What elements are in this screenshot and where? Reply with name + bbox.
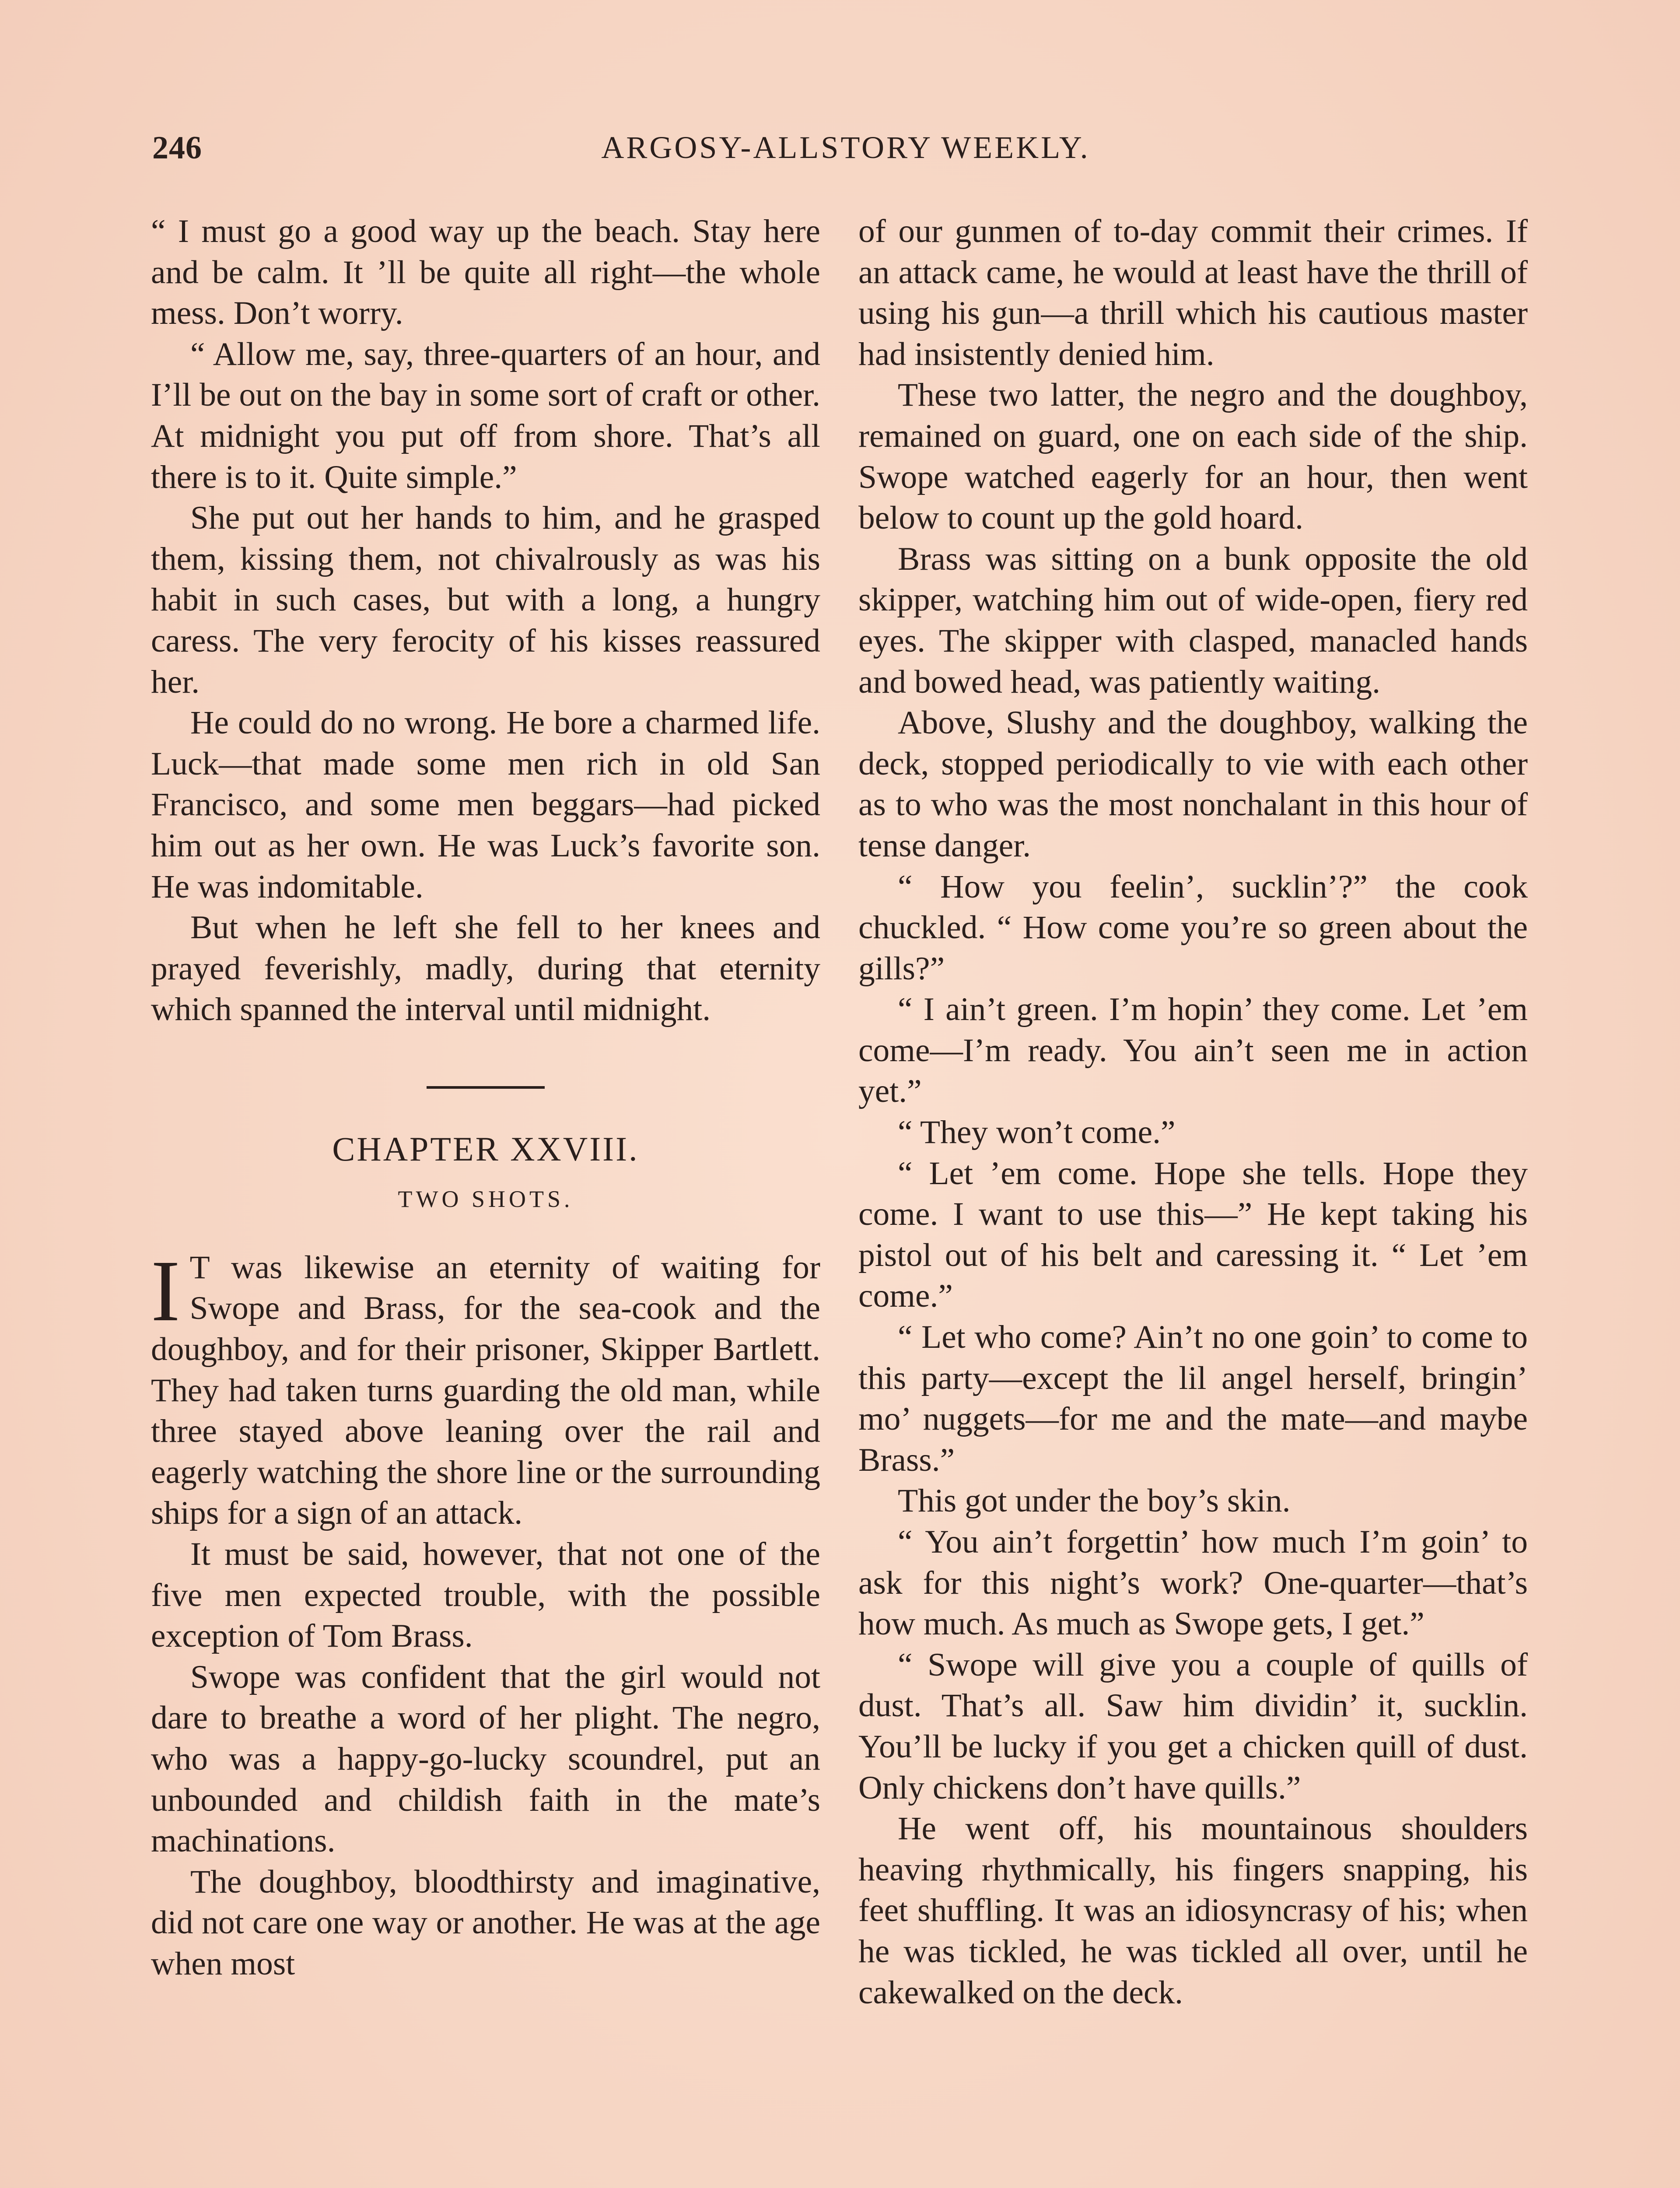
dialogue-paragraph: “ Let ’em come. Hope she tells. Hope they come. I want to use this—” He kept taking his pistol out of his belt and caressing it. “ Let ’em come.” xyxy=(858,1155,1528,1315)
paragraph: Brass was sitting on a bunk opposite the old skipper, watching him out of wide-open, fiery red eyes. The skipper with clasped, manacled hands and bowed head, was patiently waiting. xyxy=(858,540,1528,700)
chapter-opening-text: T was likewise an eternity of waiting for Swope and Brass, for the sea-cook and the doughboy, and for their prisoner, Skipper Bartlett. They had taken turns guarding the old man, while three stayed above leaning over the rail and eagerly watching the shore line or the surrounding ships for a sign of an attack. xyxy=(151,1249,820,1532)
paragraph: He went off, his mountainous shoulders heaving rhythmically, his fingers snapping, his feet shuffling. It was an idiosyncrasy of his; when he was tickled, he was tickled all over, until he cakewalked on the deck. xyxy=(858,1810,1528,2011)
page-header xyxy=(152,130,1539,173)
dialogue-paragraph: “ How you feelin’, sucklin’?” the cook chuckled. “ How come you’re so green about the gills?” xyxy=(858,868,1528,987)
paragraph: “ Allow me, say, three-quarters of an hour, and I’ll be out on the bay in some sort of craft or other. At midnight you put off from shore. That’s all there is to it. Quite simple.” xyxy=(151,336,820,495)
dialogue-paragraph: “ Let who come? Ain’t no one goin’ to come to this party—except the lil angel herself, bringin’ mo’ nuggets—for me and the mate—and maybe Brass.” xyxy=(858,1319,1528,1478)
left-column xyxy=(151,211,820,1985)
paragraph: She put out her hands to him, and he grasped them, kissing them, not chivalrously as was his habit in such cases, but with a long, a hungry caress. The very ferocity of his kisses reassured her. xyxy=(151,500,820,700)
paragraph: The doughboy, bloodthirsty and imaginative, did not care one way or another. He was at the age when most xyxy=(151,1863,820,1982)
chapter-opening-paragraph xyxy=(151,1242,820,1534)
paragraph: He could do no wrong. He bore a charmed life. Luck—that made some men rich in old San Francisco, and some men beggars—had picked him out as her own. He was Luck’s favorite son. He was indomitable. xyxy=(151,705,820,905)
dialogue-paragraph: “ They won’t come.” xyxy=(898,1114,1176,1151)
paragraph: of our gunmen of to-day commit their crimes. If an attack came, he would at least have the thrill of using his gun—a thrill which his cautious master had insistently denied him. xyxy=(858,213,1528,372)
dialogue-paragraph: “ Swope will give you a couple of quills of dust. That’s all. Saw him dividin’ it, sucklin. You’ll be lucky if you get a chicken quill of dust. Only chickens don’t have quills.” xyxy=(858,1646,1528,1806)
running-head: ARGOSY-ALLSTORY WEEKLY. xyxy=(601,130,1090,165)
paragraph: But when he left she fell to her knees and prayed feverishly, madly, during that eternity which spanned the interval until midnight. xyxy=(151,909,820,1028)
paragraph: Above, Slushy and the doughboy, walking the deck, stopped periodically to vie with each other as to who was the most nonchalant in this hour of tense danger. xyxy=(858,705,1528,864)
paragraph: These two latter, the negro and the doughboy, remained on guard, one on each side of the ship. Swope watched eagerly for an hour, then went below to count up the gold hoard. xyxy=(858,377,1528,536)
dialogue-paragraph: “ I ain’t green. I’m hopin’ they come. Let ’em come—I’m ready. You ain’t seen me in action yet.” xyxy=(858,991,1528,1110)
paragraph: “ I must go a good way up the beach. Stay here and be calm. It ’ll be quite all right—the whole mess. Don’t worry. xyxy=(151,213,820,332)
dialogue-paragraph: “ You ain’t forgettin’ how much I’m goin’ to ask for this night’s work? One-quarter—that’s how much. As much as Swope gets, I get.” xyxy=(858,1524,1528,1642)
right-column xyxy=(858,211,1528,2013)
paragraph: Swope was confident that the girl would not dare to breathe a word of her plight. The negro, who was a happy-go-lucky scoundrel, put an unbounded and childish faith in the mate’s machinations. xyxy=(151,1659,820,1859)
chapter-subtitle: TWO SHOTS. xyxy=(398,1185,574,1212)
paragraph: This got under the boy’s skin. xyxy=(898,1483,1291,1519)
chapter-title: CHAPTER XXVIII. xyxy=(332,1129,639,1168)
page-number: 246 xyxy=(152,130,202,166)
drop-cap: I xyxy=(151,1242,180,1339)
section-divider xyxy=(427,1086,545,1089)
paragraph: It must be said, however, that not one of the five men expected trouble, with the possible exception of Tom Brass. xyxy=(151,1536,820,1655)
